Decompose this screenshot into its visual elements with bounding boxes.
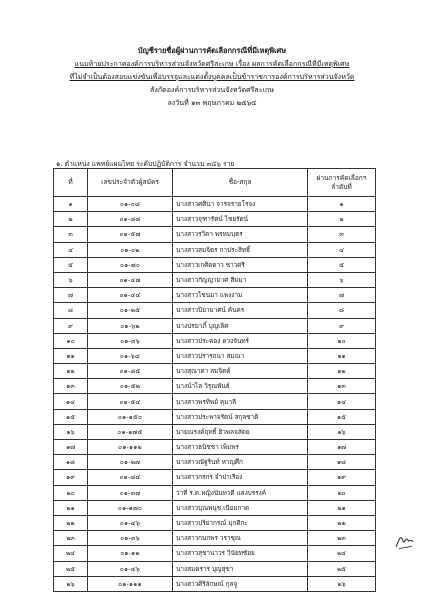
selection-rank: ๖ — [308, 272, 376, 287]
row-number: ๑๓ — [54, 379, 88, 394]
document-header — [0, 44, 424, 109]
row-number: ๒ — [54, 212, 88, 227]
document-title: บัญชีรายชื่อผู้ผ่านการคัดเลือกกรณีที่มีเหตุพิเศษ — [137, 46, 287, 55]
applicant-code: ๐๑-๓๗ — [88, 485, 173, 500]
selection-rank: ๑๔ — [308, 394, 376, 409]
applicant-code: ๐๑-๘๘ — [88, 212, 173, 227]
selection-rank: ๑๑ — [308, 348, 376, 363]
applicant-name: นางสาวศิริลักษณ์ กุลจู — [173, 576, 308, 591]
applicant-code: ๐๑-๔๖ — [88, 515, 173, 530]
applicant-name: นางสาวศศินา จารจรายโรจง — [173, 197, 308, 212]
row-number: ๒๔ — [54, 546, 88, 561]
row-number: ๑๕ — [54, 409, 88, 424]
applicant-code: ๐๑-๖๔ — [88, 348, 173, 363]
row-number: ๑๗ — [54, 440, 88, 455]
selection-rank: ๑๓ — [308, 379, 376, 394]
table-row — [54, 515, 376, 530]
applicant-name: นางสาวธนิชชา เพ็มพร — [173, 440, 308, 455]
selection-rank: ๑๖ — [308, 424, 376, 439]
applicant-code: ๐๑-๑๕๐ — [88, 409, 173, 424]
selection-rank: ๑๘ — [308, 455, 376, 470]
applicant-code: ๐๑-๑๗๐ — [88, 500, 173, 515]
header-no: ที่ — [54, 169, 88, 197]
applicant-name: นางสาวกัญญามาศ สีมมา — [173, 272, 308, 287]
row-number: ๑๐ — [54, 333, 88, 348]
applicant-name: นางสาวปรารถนา สมณา — [173, 348, 308, 363]
applicant-code: ๐๑-๑๒ — [88, 546, 173, 561]
table-row — [54, 485, 376, 500]
position-heading: ๑. ตำแหน่ง แพทย์แผนไทย ระดับปฏิบัติการ จำนวน ๓๔๖ ราย — [56, 160, 235, 168]
subject-line: ที่ไม่จำเป็นต้องสอบแข่งขันเพื่อบรรจุและแต่งตั้งบุคคลเป็นข้าราชการองค์การบริหารส่วนจังหวัด — [69, 72, 355, 81]
applicant-name: นางสาวณัฐรินท์ หาญศึก — [173, 455, 308, 470]
table-row — [54, 272, 376, 287]
applicant-code: ๐๑-๘๕ — [88, 364, 173, 379]
row-number: ๒๕ — [54, 561, 88, 576]
agency-line: สังกัดองค์การบริหารส่วนจังหวัดศรีสะเกษ — [150, 85, 274, 94]
applicant-code: ๐๑-๓๖ — [88, 531, 173, 546]
applicant-name: นางสาวไชนมา แพงงาม — [173, 288, 308, 303]
selection-rank: ๑๐ — [308, 333, 376, 348]
applicant-code: ๐๑-๔๗ — [88, 272, 173, 287]
row-number: ๗ — [54, 288, 88, 303]
selection-rank: ๗ — [308, 288, 376, 303]
selection-rank: ๘ — [308, 303, 376, 318]
row-number: ๔ — [54, 242, 88, 257]
row-number: ๘ — [54, 303, 88, 318]
applicant-code: ๐๑-๘๔ — [88, 470, 173, 485]
selection-rank: ๒ — [308, 212, 376, 227]
table-row — [54, 212, 376, 227]
applicant-name: นางสาวสุชานาวร วินัยทชัยย — [173, 546, 308, 561]
table-row — [54, 348, 376, 363]
row-number: ๒๐ — [54, 485, 88, 500]
applicant-code: ๐๑-๕๔ — [88, 394, 173, 409]
applicant-code: ๐๑-๕๗ — [88, 227, 173, 242]
selection-rank: ๔ — [308, 242, 376, 257]
handwritten-signature-icon — [393, 530, 415, 552]
table-row — [54, 470, 376, 485]
row-number: ๒๒ — [54, 515, 88, 530]
announcement-line: แนบท้ายประกาศองค์การบริหารส่วนจังหวัดศรีสะเกษ เรื่อง ผลการคัดเลือกกรณีที่มีเหตุพิเศษ — [74, 59, 350, 68]
table-row — [54, 576, 376, 591]
applicant-name: นางสาวประคอง ดวงจันทร์ — [173, 333, 308, 348]
selection-rank: ๒๒ — [308, 515, 376, 530]
table-row — [54, 257, 376, 272]
table-row — [54, 440, 376, 455]
table-body — [54, 197, 376, 592]
applicant-name: นางสาวประพาจรัตน์ สกุลชาติ — [173, 409, 308, 424]
row-number: ๙ — [54, 318, 88, 333]
applicant-code: ๐๑-๐๒ — [88, 242, 173, 257]
selection-rank: ๒๖ — [308, 576, 376, 591]
applicant-code: ๐๑-๑๗๕ — [88, 424, 173, 439]
table-row — [54, 303, 376, 318]
results-table — [53, 168, 376, 592]
applicant-name: นางสาวรวิดา พรหมบุตร — [173, 227, 308, 242]
applicant-name: นางสุณาดา สมจิตต์ — [173, 364, 308, 379]
applicant-name: นางสาวสมจิตร กาประสิทธิ์ — [173, 242, 308, 257]
document-date: ลงวันที่ ๑๓ พฤษภาคม ๒๕๖๔ — [167, 98, 257, 107]
applicant-code: ๐๑-๒๕ — [88, 303, 173, 318]
table-row — [54, 364, 376, 379]
applicant-code: ๐๑-๔๖ — [88, 561, 173, 576]
applicant-name: นางสาวจุฑารัตน์ ไชยรัตน์ — [173, 212, 308, 227]
header-code: เลขประจำตัวผู้สมัคร — [88, 169, 173, 197]
applicant-name: นางสาวปริยากรณ์ มุกดีกะ — [173, 515, 308, 530]
applicant-name: นางสมคราร บุญสุขา — [173, 561, 308, 576]
table-row — [54, 379, 376, 394]
selection-rank: ๕ — [308, 257, 376, 272]
applicant-code: ๐๑-๑๑๑ — [88, 576, 173, 591]
table-row — [54, 242, 376, 257]
row-number: ๑๑ — [54, 348, 88, 363]
table-row — [54, 409, 376, 424]
table-row — [54, 500, 376, 515]
header-name: ชื่อ-สกุล — [173, 169, 308, 197]
selection-rank: ๒๕ — [308, 561, 376, 576]
selection-rank: ๓ — [308, 227, 376, 242]
applicant-code: ๐๑-๖๒ — [88, 318, 173, 333]
row-number: ๑๔ — [54, 394, 88, 409]
selection-rank: ๑๗ — [308, 440, 376, 455]
applicant-name: นางสาวปิยามาศน์ ค้นคร — [173, 303, 308, 318]
applicant-name: นางสาวบุณพนุช เนียมกาด — [173, 500, 308, 515]
row-number: ๒๖ — [54, 576, 88, 591]
selection-rank: ๒๔ — [308, 546, 376, 561]
row-number: ๑๙ — [54, 470, 88, 485]
applicant-code: ๐๑-๒๗ — [88, 455, 173, 470]
selection-rank: ๒๑ — [308, 500, 376, 515]
row-number: ๒๑ — [54, 500, 88, 515]
header-rank: ผ่านการคัดเลือกฯ ลำดับที่ — [308, 169, 376, 197]
applicant-name: ว่าที่ ร.ต.หญิงนันทวดี แสงบรรงค์ — [173, 485, 308, 500]
row-number: ๒๓ — [54, 531, 88, 546]
applicant-name: นางปรมาภิ์ บุญเลิศ — [173, 318, 308, 333]
row-number: ๕ — [54, 257, 88, 272]
table-row — [54, 394, 376, 409]
row-number: ๑ — [54, 197, 88, 212]
table-row — [54, 333, 376, 348]
table-row — [54, 546, 376, 561]
applicant-name: นางสาวเกศิดดาว ชาวศรี — [173, 257, 308, 272]
applicant-name: นายณรงค์ฤทธิ์ ฮิวพลจลัดย — [173, 424, 308, 439]
row-number: ๑๖ — [54, 424, 88, 439]
row-number: ๖ — [54, 272, 88, 287]
table-row — [54, 424, 376, 439]
selection-rank: ๑๙ — [308, 470, 376, 485]
applicant-code: ๐๑-๓๖ — [88, 333, 173, 348]
table-row — [54, 197, 376, 212]
table-header-row — [54, 169, 376, 197]
selection-rank: ๒๐ — [308, 485, 376, 500]
table-row — [54, 455, 376, 470]
selection-rank: ๙ — [308, 318, 376, 333]
selection-rank: ๒๓ — [308, 531, 376, 546]
applicant-name: นางนำไล วิรุณพันธ์ — [173, 379, 308, 394]
applicant-code: ๐๑-๐๘ — [88, 197, 173, 212]
applicant-name: นางสาวพรทิพย์ คุมาลี — [173, 394, 308, 409]
selection-rank: ๑๒ — [308, 364, 376, 379]
applicant-code: ๐๑-๗๐ — [88, 257, 173, 272]
applicant-code: ๐๑-๕๒ — [88, 379, 173, 394]
table-row — [54, 227, 376, 242]
row-number: ๑๘ — [54, 455, 88, 470]
selection-rank: ๑๕ — [308, 409, 376, 424]
table-row — [54, 288, 376, 303]
table-row — [54, 318, 376, 333]
row-number: ๓ — [54, 227, 88, 242]
row-number: ๑๒ — [54, 364, 88, 379]
table-row — [54, 561, 376, 576]
applicant-name: นางสาวกนกพร วราชุณ — [173, 531, 308, 546]
table-row — [54, 531, 376, 546]
selection-rank: ๑ — [308, 197, 376, 212]
applicant-code: ๐๑-๑๑๒ — [88, 440, 173, 455]
applicant-name: นางสาวกรกร จำปาเรือง — [173, 470, 308, 485]
applicant-code: ๐๑-๔๔ — [88, 288, 173, 303]
